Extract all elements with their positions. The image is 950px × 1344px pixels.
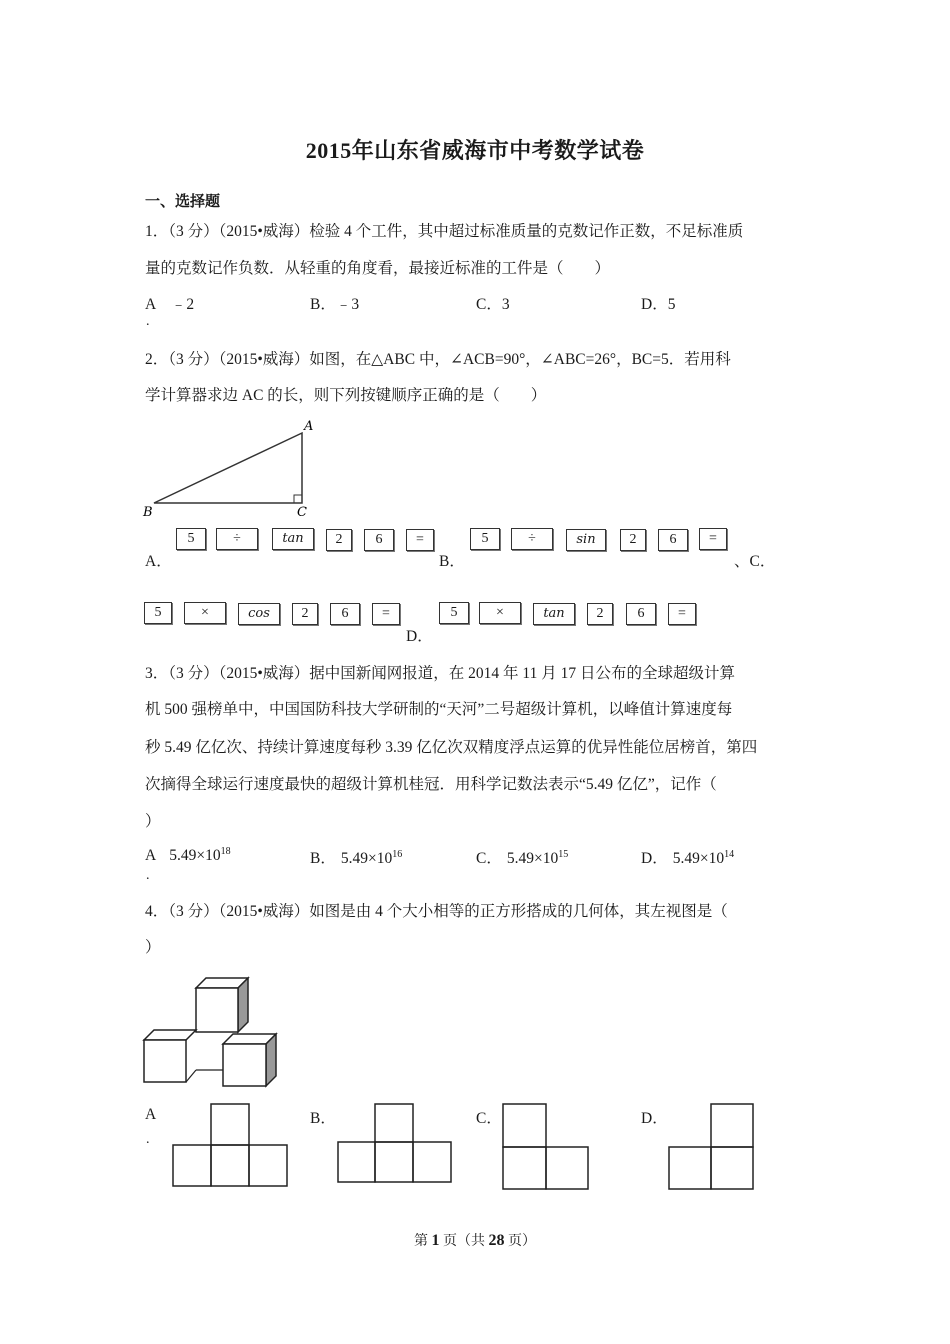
key-b-5: 6 [658,529,688,551]
q4-option-a-label: A [145,1106,157,1123]
key-a-1: 5 [176,528,206,550]
q1-option-c: C．3 [476,296,510,313]
q2-option-d-label: D． [406,628,433,645]
q1-option-d: D．5 [641,296,676,313]
q4-option-d-figure [668,1103,756,1191]
q1-option-b: B．﹣3 [310,296,360,313]
cube-solid-figure [138,970,288,1095]
q4-option-a-figure [172,1103,290,1189]
vertex-a-label: A [304,419,314,434]
q2-line1: 2．（3 分）（2015•威海）如图，在△ABC 中，∠ACB=90°，∠ABC=26°，BC=5．若用科 [145,351,731,368]
q2-line2: 学计算器求边 AC 的长，则下列按键顺序正确的是（ ） [145,387,547,404]
key-a-2: ÷ [216,528,258,550]
q3-line4: 次摘得全球运行速度最快的超级计算机桂冠．用科学记数法表示“5.49 亿亿”，记作（ [145,776,717,793]
q3-dot: . [146,868,150,883]
key-a-3: tan [272,528,314,550]
key-b-2: ÷ [511,528,553,550]
key-d-5: 6 [626,603,656,625]
q4-option-b-label: B． [310,1110,336,1127]
q1-dot: . [146,314,150,329]
vertex-b-label: B [143,505,153,520]
key-c-2: × [184,602,226,624]
key-b-3: sin [566,529,606,551]
q1-line2: 量的克数记作负数．从轻重的角度看，最接近标准的工件是（ ） [145,260,611,277]
q3-line5: ） [145,813,161,830]
section-heading: 一、选择题 [145,194,221,210]
q1-line1: 1．（3 分）（2015•威海）检验 4 个工件，其中超过标准质量的克数记作正数，不足标准质 [145,223,744,240]
q3-option-b: B． $5.49\times 10^{16}$ [310,849,403,867]
vertex-c-label: C [297,505,307,520]
q3-option-d: D． $5.49\times 10^{14}$ [641,849,735,867]
key-d-2: × [479,602,521,624]
key-c-5: 6 [330,603,360,625]
triangle-abc-figure [140,415,320,520]
q3-option-c: C． $5.49\times 10^{15}$ [476,849,569,867]
key-d-3: tan [533,603,575,625]
q2-option-c-label: 、C． [734,553,776,570]
key-a-5: 6 [364,529,394,551]
q3-line2: 机 500 强榜单中，中国国防科技大学研制的“天河”二号超级计算机，以峰值计算速度每 [145,701,733,718]
key-d-4: 2 [587,603,613,625]
q3-line1: 3．（3 分）（2015•威海）据中国新闻网报道，在 2014 年 11 月 17 日公布的全球超级计算 [145,665,735,682]
key-c-1: 5 [144,602,172,624]
key-b-6: = [699,528,727,550]
q2-option-a-label: A． [145,553,172,570]
key-d-1: 5 [439,602,469,624]
page-number: 1 [431,1232,440,1249]
page-footer: 第 1 页（共 28 页） [414,1232,536,1249]
q4-option-c-figure [502,1103,590,1191]
q4-line1: 4．（3 分）（2015•威海）如图是由 4 个大小相等的正方形搭成的几何体，其左视图是（ [145,903,728,920]
q3-option-a: A $5.49\times 10^{18}$ [145,846,231,864]
key-a-4: 2 [326,529,352,551]
key-c-3: cos [238,603,280,625]
key-b-1: 5 [470,528,500,550]
q2-option-b-label: B． [439,553,465,570]
q4-line2: ） [145,939,161,956]
q4-option-c-label: C． [476,1110,502,1127]
q4-option-b-figure [337,1103,453,1185]
page-title: 2015年山东省威海市中考数学试卷 [305,138,645,163]
key-d-6: = [668,603,696,625]
key-c-4: 2 [292,603,318,625]
q3-line3: 秒 5.49 亿亿次、持续计算速度每秒 3.39 亿亿次双精度浮点运算的优异性能位居榜首，第四 [145,739,758,756]
key-a-6: = [406,529,434,551]
page-total: 28 [488,1232,505,1249]
key-b-4: 2 [620,529,646,551]
q4-dot: . [146,1132,150,1147]
key-c-6: = [372,603,400,625]
q4-option-d-label: D． [641,1110,668,1127]
q1-option-a: A ﹣2 [145,296,195,313]
